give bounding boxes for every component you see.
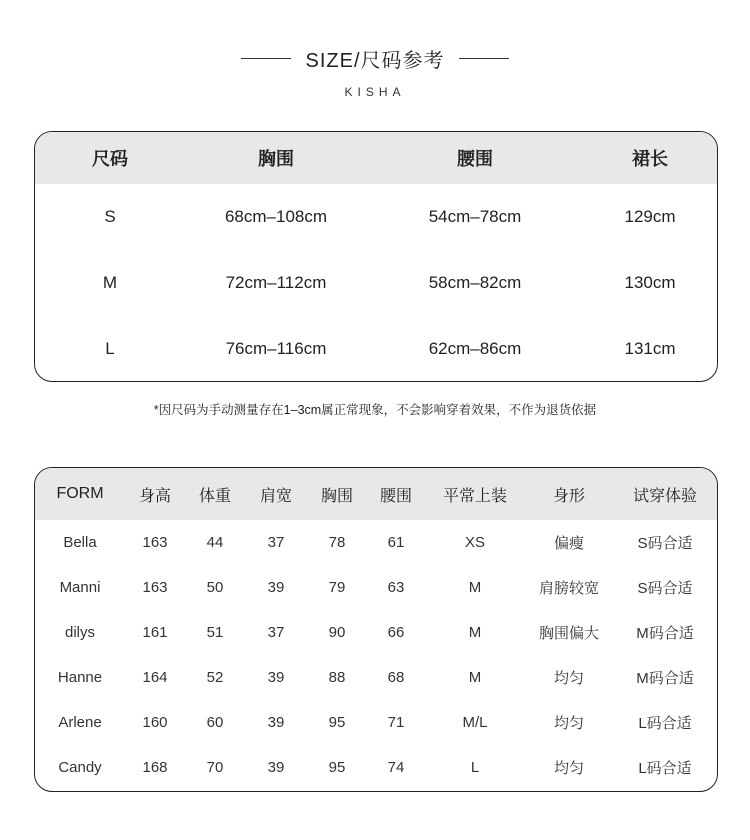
model-cell-height: 164 [142, 669, 168, 686]
brand-name: KISHA [344, 85, 406, 99]
title-row [0, 44, 750, 73]
model-cell-bust: 95 [328, 759, 346, 776]
page-title: SIZE/尺码参考 [305, 50, 445, 72]
model-cell-usual-top: M [468, 669, 482, 686]
model-cell-usual-top: M [468, 624, 482, 641]
model-cell-weight: 51 [206, 624, 224, 641]
size-header-size: 尺码 [35, 132, 185, 184]
model-cell-waist: 66 [387, 624, 405, 641]
size-cell: L [105, 339, 115, 358]
size-cell: 68cm–108cm [224, 207, 328, 226]
model-cell-weight: 50 [206, 579, 224, 596]
size-table-grid [35, 132, 717, 382]
size-cell: 72cm–112cm [225, 273, 327, 292]
model-header-weight: 体重 [185, 468, 245, 520]
size-header-bust: 胸围 [185, 132, 367, 184]
model-cell-bust: 78 [328, 534, 346, 551]
model-cell-form: Hanne [57, 669, 103, 686]
model-cell-weight: 44 [206, 534, 224, 551]
model-cell-form: Manni [59, 579, 101, 596]
model-cell-shoulder: 39 [267, 579, 285, 596]
model-cell-fit-result: L码合适 [638, 760, 692, 777]
model-cell-shoulder: 39 [267, 714, 285, 731]
size-cell: 54cm–78cm [428, 207, 522, 226]
model-cell-shoulder: 37 [267, 534, 285, 551]
model-header-body-shape: 身形 [525, 468, 613, 520]
model-cell-fit-result: M码合适 [636, 625, 694, 642]
size-cell: S [104, 207, 116, 226]
model-cell-body-shape: 均匀 [553, 715, 584, 732]
model-cell-waist: 63 [387, 579, 405, 596]
model-header-shoulder: 肩宽 [245, 468, 307, 520]
model-cell-weight: 60 [206, 714, 224, 731]
model-cell-waist: 71 [387, 714, 405, 731]
model-cell-shoulder: 37 [267, 624, 285, 641]
model-cell-bust: 88 [328, 669, 346, 686]
size-cell: 62cm–86cm [428, 339, 522, 358]
size-cell: 131cm [624, 339, 676, 358]
model-cell-form: Candy [58, 759, 102, 776]
size-cell: 130cm [624, 273, 676, 292]
title-rule-left [241, 58, 291, 59]
size-header-waist: 腰围 [367, 132, 583, 184]
model-cell-body-shape: 均匀 [553, 760, 584, 777]
model-fit-table [34, 467, 718, 792]
model-cell-waist: 68 [387, 669, 405, 686]
model-cell-weight: 52 [206, 669, 224, 686]
size-table [34, 131, 718, 382]
model-fit-grid [35, 468, 717, 790]
model-cell-waist: 61 [387, 534, 405, 551]
model-header-fit-result: 试穿体验 [613, 468, 717, 520]
model-cell-body-shape: 胸围偏大 [538, 625, 599, 642]
model-cell-usual-top: M [468, 579, 482, 596]
model-cell-height: 168 [142, 759, 168, 776]
model-header-form: FORM [35, 468, 125, 520]
model-header-usual-top: 平常上装 [425, 468, 525, 520]
model-cell-weight: 70 [206, 759, 224, 776]
model-cell-form: Bella [63, 534, 97, 551]
model-cell-shoulder: 39 [267, 759, 285, 776]
model-cell-bust: 95 [328, 714, 346, 731]
model-cell-form: Arlene [58, 714, 102, 731]
model-cell-body-shape: 偏瘦 [553, 535, 584, 552]
measurement-note: *因尺码为手动测量存在1–3cm属正常现象，不会影响穿着效果，不作为退货依据 [153, 403, 597, 417]
model-cell-height: 163 [142, 534, 168, 551]
model-cell-form: dilys [64, 624, 95, 641]
model-cell-fit-result: L码合适 [638, 715, 692, 732]
model-cell-height: 163 [142, 579, 168, 596]
model-header-waist: 腰围 [367, 468, 425, 520]
model-cell-usual-top: L [470, 759, 480, 776]
title-rule-right [459, 58, 509, 59]
model-cell-fit-result: M码合适 [636, 670, 694, 687]
model-header-height: 身高 [125, 468, 185, 520]
size-cell: 76cm–116cm [225, 339, 327, 358]
size-cell: 58cm–82cm [428, 273, 522, 292]
model-header-bust: 胸围 [307, 468, 367, 520]
model-cell-height: 160 [142, 714, 168, 731]
model-cell-bust: 90 [328, 624, 346, 641]
model-cell-bust: 79 [328, 579, 346, 596]
model-cell-usual-top: M/L [462, 714, 488, 731]
model-cell-waist: 74 [387, 759, 405, 776]
size-cell: M [102, 273, 118, 292]
model-cell-shoulder: 39 [267, 669, 285, 686]
size-cell: 129cm [624, 207, 676, 226]
page-header [0, 44, 750, 99]
model-cell-usual-top: XS [464, 534, 485, 551]
model-cell-fit-result: S码合适 [637, 580, 693, 597]
model-cell-fit-result: S码合适 [637, 535, 693, 552]
size-header-length: 裙长 [583, 132, 717, 184]
model-cell-body-shape: 均匀 [553, 670, 584, 687]
model-cell-height: 161 [142, 624, 168, 641]
model-cell-body-shape: 肩膀较宽 [538, 580, 599, 597]
